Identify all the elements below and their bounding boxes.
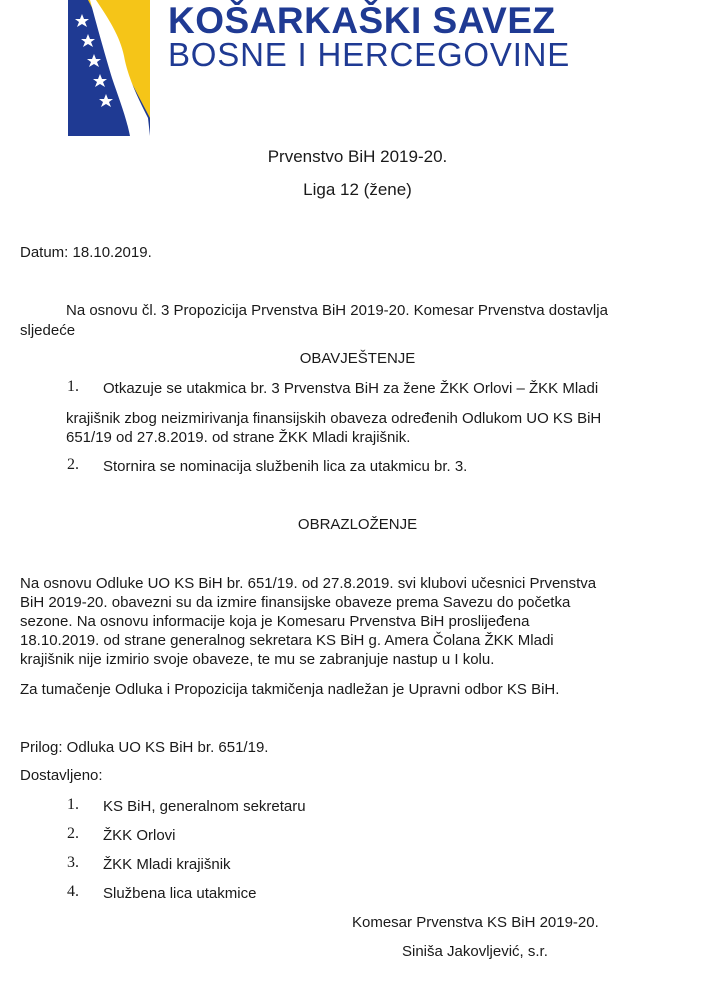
delivered-item-number: 1. — [67, 796, 79, 813]
delivered-label: Dostavljeno: — [20, 767, 103, 784]
intro-line-1: Na osnovu čl. 3 Propozicija Prvenstva BiH 2019-20. Komesar Prvenstva dostavlja — [66, 302, 608, 319]
notice-item-1-line-3: 651/19 od 27.8.2019. od strane ŽKK Mladi krajišnik. — [66, 429, 411, 446]
attachment-line: Prilog: Odluka UO KS BiH br. 651/19. — [20, 739, 269, 756]
org-name-line1: KOŠARKAŠKI SAVEZ — [168, 0, 556, 41]
delivered-item: ŽKK Orlovi — [103, 827, 176, 844]
rationale-line: Na osnovu Odluke UO KS BiH br. 651/19. od 27.8.2019. svi klubovi učesnici Prvenstva — [20, 575, 597, 592]
rationale-line: BiH 2019-20. obavezni su da izmire finansijske obaveze prema Savezu do početka — [20, 594, 571, 611]
rationale-heading: OBRAZLOŽENJE — [297, 516, 418, 533]
rationale-line: krajišnik nije izmirio svoje obaveze, te mu se zabranjuje nastup u I kolu. — [20, 651, 495, 668]
notice-item-1-line-1: Otkazuje se utakmica br. 3 Prvenstva BiH za žene ŽKK Orlovi – ŽKK Mladi — [103, 380, 599, 397]
org-name-line2: BOSNE I HERCEGOVINE — [168, 36, 571, 73]
delivered-item-number: 2. — [67, 825, 79, 842]
notice-item-number: 1. — [67, 378, 79, 395]
delivered-item-number: 3. — [67, 854, 79, 871]
bih-flag-logo-icon — [68, 0, 150, 136]
notice-item-number: 2. — [67, 456, 79, 473]
date-line: Datum: 18.10.2019. — [20, 244, 152, 261]
intro-line-2: sljedeće — [20, 322, 76, 339]
document-title: Prvenstvo BiH 2019-20. — [267, 147, 448, 166]
notice-heading: OBAVJEŠTENJE — [299, 350, 416, 367]
signature-role: Komesar Prvenstva KS BiH 2019-20. — [352, 914, 599, 931]
delivered-item: Službena lica utakmice — [103, 885, 257, 902]
notice-item-1-line-2: krajišnik zbog neizmirivanja finansijskih obaveza određenih Odlukom UO KS BiH — [66, 410, 602, 427]
rationale-closing: Za tumačenje Odluka i Propozicija takmičenja nadležan je Upravni odbor KS BiH. — [20, 681, 560, 698]
notice-item-2-line-1: Stornira se nominacija službenih lica za utakmicu br. 3. — [103, 458, 468, 475]
delivered-item-number: 4. — [67, 883, 79, 900]
delivered-item: KS BiH, generalnom sekretaru — [103, 798, 306, 815]
signature-name: Siniša Jakovljević, s.r. — [402, 943, 548, 960]
rationale-line: 18.10.2019. od strane generalnog sekretara KS BiH g. Amera Čolana ŽKK Mladi — [20, 632, 554, 649]
delivered-item: ŽKK Mladi krajišnik — [103, 856, 231, 873]
rationale-line: sezone. Na osnovu informacije koja je Komesaru Prvenstva BiH proslijeđena — [20, 613, 530, 630]
document-subtitle: Liga 12 (žene) — [303, 180, 412, 199]
